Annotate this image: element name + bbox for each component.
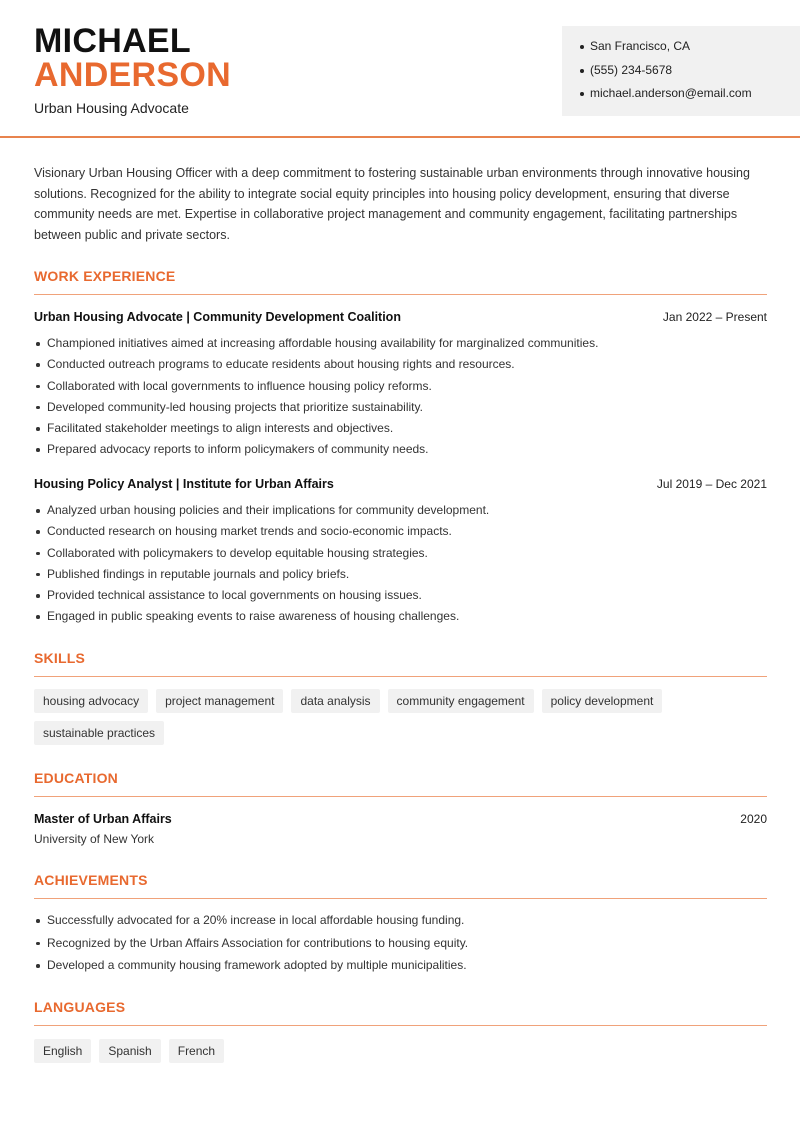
education-year: 2020 (740, 812, 767, 826)
skill-tag: housing advocacy (34, 689, 148, 713)
job-role: Urban Housing Advocate | Community Development Coalition (34, 310, 401, 324)
job-header (34, 310, 767, 324)
language-tag: English (34, 1039, 91, 1063)
section-title-achievements: ACHIEVEMENTS (34, 872, 148, 888)
list-item: Provided technical assistance to local governments on housing issues. (34, 586, 767, 607)
contact-box (562, 26, 800, 116)
language-tags (34, 1039, 767, 1063)
section-title-skills: SKILLS (34, 650, 85, 666)
job-role: Housing Policy Analyst | Institute for Urban Affairs (34, 477, 334, 491)
section-divider (34, 676, 767, 677)
contact-phone: (555) 234-5678 (580, 60, 800, 84)
job-bullets (34, 501, 767, 629)
contact-email: michael.anderson@email.com (580, 83, 800, 107)
education-school: University of New York (34, 832, 155, 846)
job-dates: Jul 2019 – Dec 2021 (656, 477, 767, 491)
profile-summary: Visionary Urban Housing Officer with a deep commitment to fostering sustainable urban environments through innovative housing solutions. Recognized for the ability to integrate social equity principles into housing policy development, ensuring that diverse community needs are met. Expertise in collaborative project management and community engagement, facilitating partnerships between public and private sectors. (34, 166, 750, 242)
section-title-languages: LANGUAGES (34, 999, 126, 1015)
language-tag: Spanish (99, 1039, 160, 1063)
list-item: Successfully advocated for a 20% increase in local affordable housing funding. (34, 911, 767, 934)
list-item: Facilitated stakeholder meetings to align interests and objectives. (34, 419, 767, 440)
section-title-education: EDUCATION (34, 770, 118, 786)
job-header (34, 477, 767, 491)
list-item: Published findings in reputable journals and policy briefs. (34, 565, 767, 586)
section-divider (34, 294, 767, 295)
skill-tag: community engagement (388, 689, 534, 713)
list-item: Analyzed urban housing policies and their implications for community development. (34, 501, 767, 522)
job-bullets (34, 334, 767, 462)
list-item: Prepared advocacy reports to inform policymakers of community needs. (34, 440, 767, 461)
list-item: Championed initiatives aimed at increasing affordable housing availability for marginalized communities. (34, 334, 767, 355)
list-item: Developed a community housing framework adopted by multiple municipalities. (34, 956, 767, 979)
last-name: ANDERSON (34, 56, 231, 94)
first-name: MICHAEL (34, 22, 191, 60)
job-title: Urban Housing Advocate (34, 100, 189, 116)
section-divider (34, 1025, 767, 1026)
resume-header (0, 0, 800, 138)
section-title-work: WORK EXPERIENCE (34, 268, 176, 284)
skill-tag: data analysis (291, 689, 379, 713)
skill-tag: policy development (542, 689, 663, 713)
list-item: Conducted outreach programs to educate residents about housing rights and resources. (34, 355, 767, 376)
list-item: Collaborated with policymakers to develop equitable housing strategies. (34, 544, 767, 565)
job-dates: Jan 2022 – Present (662, 310, 767, 324)
section-divider (34, 796, 767, 797)
education-degree: Master of Urban Affairs (34, 812, 172, 826)
language-tag: French (169, 1039, 224, 1063)
skill-tag: project management (156, 689, 283, 713)
achievement-bullets (34, 911, 767, 979)
list-item: Conducted research on housing market trends and socio-economic impacts. (34, 522, 767, 543)
skills-tags (34, 689, 767, 745)
list-item: Developed community-led housing projects that prioritize sustainability. (34, 398, 767, 419)
skill-tag: sustainable practices (34, 721, 164, 745)
list-item: Collaborated with local governments to influence housing policy reforms. (34, 377, 767, 398)
list-item: Recognized by the Urban Affairs Association for contributions to housing equity. (34, 934, 767, 957)
section-divider (34, 898, 767, 899)
contact-location: San Francisco, CA (580, 36, 800, 60)
list-item: Engaged in public speaking events to raise awareness of housing challenges. (34, 607, 767, 628)
